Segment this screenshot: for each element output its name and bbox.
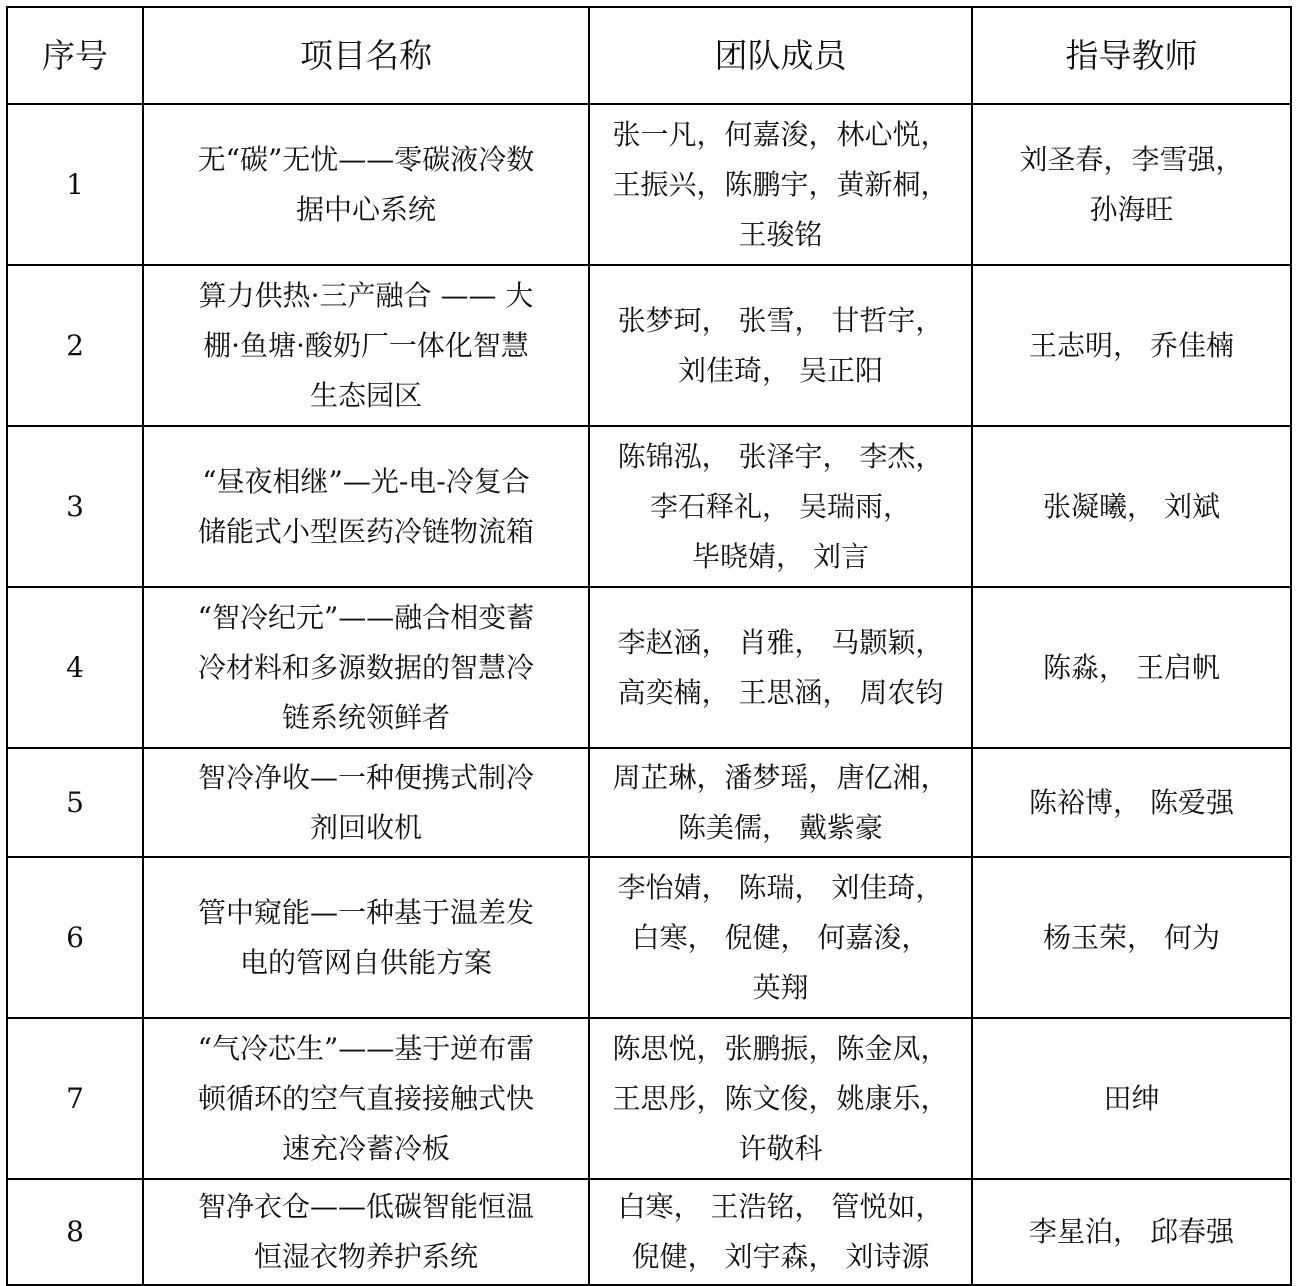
- project-name-line: 冷材料和多源数据的智慧冷: [197, 650, 534, 684]
- row-index: 1: [7, 104, 143, 265]
- row-index: 4: [7, 587, 143, 748]
- team-members-line: 王骏铭: [738, 217, 823, 251]
- team-members-line: 陈美儒， 戴紫豪: [678, 810, 883, 844]
- header-index: 序号: [7, 7, 143, 104]
- table-row: [7, 748, 1291, 857]
- table-row: [7, 104, 1291, 265]
- project-name-cell: [143, 587, 589, 748]
- advisor-line: 张凝曦， 刘斌: [1043, 489, 1220, 523]
- team-members-line: 王思彤，陈文俊，姚康乐，: [612, 1081, 949, 1115]
- team-members-cell: [589, 1018, 972, 1179]
- advisor-line: 孙海旺: [1089, 192, 1174, 226]
- advisor-cell: [972, 748, 1291, 857]
- project-name-line: 棚·鱼塘·酸奶厂一体化智慧: [203, 328, 529, 362]
- project-name-line: 恒湿衣物养护系统: [253, 1240, 478, 1273]
- project-name-line: “智冷纪元”——融合相变蓄: [197, 600, 535, 634]
- team-members-line: 李赵涵， 肖雅， 马颢颖，: [617, 625, 944, 659]
- team-members-line: 高奕楠， 王思涵， 周农钧: [617, 675, 944, 709]
- project-name-cell: [143, 1179, 589, 1285]
- project-name-cell: [143, 1018, 589, 1179]
- team-members-cell: [589, 104, 972, 265]
- table-row: [7, 426, 1291, 587]
- row-index: 8: [7, 1179, 143, 1285]
- team-members-cell: [589, 857, 972, 1018]
- project-name-line: 据中心系统: [295, 192, 436, 226]
- team-members-line: 张一凡，何嘉浚，林心悦，: [612, 117, 949, 151]
- advisor-line: 王志明， 乔佳楠: [1029, 328, 1234, 362]
- project-name-line: 电的管网自供能方案: [239, 945, 492, 979]
- table-row: [7, 857, 1291, 1018]
- advisor-line: 李星泊， 邱春强: [1029, 1215, 1234, 1248]
- team-members-line: 英翔: [752, 970, 809, 1004]
- table-row: [7, 1018, 1291, 1179]
- advisor-cell: [972, 104, 1291, 265]
- advisor-line: 陈淼， 王启帆: [1043, 650, 1220, 684]
- table-row: [7, 265, 1291, 426]
- team-members-line: 白寒， 倪健， 何嘉浚，: [631, 920, 930, 954]
- advisor-line: 田绅: [1103, 1081, 1160, 1115]
- advisor-line: 陈裕博， 陈爱强: [1029, 785, 1234, 819]
- header-row: [7, 7, 1291, 104]
- project-name-line: 储能式小型医药冷链物流箱: [197, 514, 534, 548]
- project-name-line: 生态园区: [309, 378, 422, 412]
- project-name-line: 智冷净收—一种便携式制冷: [197, 760, 534, 794]
- project-roster-table: [6, 6, 1292, 1286]
- advisor-line: 杨玉荣， 何为: [1043, 920, 1220, 954]
- team-members-cell: [589, 1179, 972, 1285]
- project-name-line: 速充冷蓄冷板: [281, 1131, 450, 1165]
- project-name-line: “昼夜相继”—光-电-冷复合: [202, 464, 530, 498]
- header-team-members: 团队成员: [589, 7, 972, 104]
- advisor-cell: [972, 426, 1291, 587]
- team-members-line: 张梦珂， 张雪， 甘哲宇，: [617, 303, 944, 337]
- row-index: 2: [7, 265, 143, 426]
- row-index: 3: [7, 426, 143, 587]
- project-name-cell: [143, 426, 589, 587]
- project-name-cell: [143, 104, 589, 265]
- advisor-cell: [972, 587, 1291, 748]
- project-name-line: 顿循环的空气直接接触式快: [197, 1081, 534, 1115]
- project-name-cell: [143, 857, 589, 1018]
- project-name-cell: [143, 748, 589, 857]
- project-name-line: 智净衣仓——低碳智能恒温: [197, 1190, 534, 1223]
- team-members-line: 刘佳琦， 吴正阳: [678, 353, 883, 387]
- team-members-line: 李石释礼， 吴瑞雨，: [650, 489, 911, 523]
- table-row: [7, 1179, 1291, 1285]
- project-name-cell: [143, 265, 589, 426]
- table-row: [7, 587, 1291, 748]
- team-members-line: 陈锦泓， 张泽宇， 李杰，: [617, 439, 944, 473]
- row-index: 7: [7, 1018, 143, 1179]
- team-members-cell: [589, 748, 972, 857]
- team-members-line: 许敬科: [738, 1131, 823, 1165]
- project-name-line: 管中窥能—一种基于温差发: [197, 895, 534, 929]
- team-members-line: 王振兴，陈鹏宇，黄新桐，: [612, 167, 949, 201]
- team-members-line: 李怡婧， 陈瑞， 刘佳琦，: [617, 870, 944, 904]
- advisor-cell: [972, 1179, 1291, 1285]
- team-members-cell: [589, 587, 972, 748]
- team-members-line: 周芷琳，潘梦瑶，唐亿湘，: [612, 760, 949, 794]
- team-members-line: 倪健， 刘宇森， 刘诗源: [631, 1240, 930, 1273]
- row-index: 6: [7, 857, 143, 1018]
- team-members-cell: [589, 265, 972, 426]
- advisor-cell: [972, 857, 1291, 1018]
- team-members-line: 陈思悦，张鹏振，陈金凤，: [612, 1031, 949, 1065]
- project-name-line: “气冷芯生”——基于逆布雷: [197, 1031, 535, 1065]
- team-members-line: 毕晓婧， 刘言: [692, 539, 869, 573]
- project-name-line: 剂回收机: [309, 810, 422, 844]
- team-members-cell: [589, 426, 972, 587]
- header-advisor: 指导教师: [972, 7, 1291, 104]
- advisor-line: 刘圣春，李雪强，: [1019, 142, 1244, 176]
- team-members-line: 白寒， 王浩铭， 管悦如，: [617, 1190, 944, 1223]
- advisor-cell: [972, 265, 1291, 426]
- project-name-line: 无“碳”无忧——零碳液冷数: [197, 142, 535, 176]
- row-index: 5: [7, 748, 143, 857]
- header-project-name: 项目名称: [143, 7, 589, 104]
- project-name-line: 链系统领鲜者: [281, 700, 450, 734]
- project-name-line: 算力供热·三产融合 —— 大: [198, 278, 534, 312]
- advisor-cell: [972, 1018, 1291, 1179]
